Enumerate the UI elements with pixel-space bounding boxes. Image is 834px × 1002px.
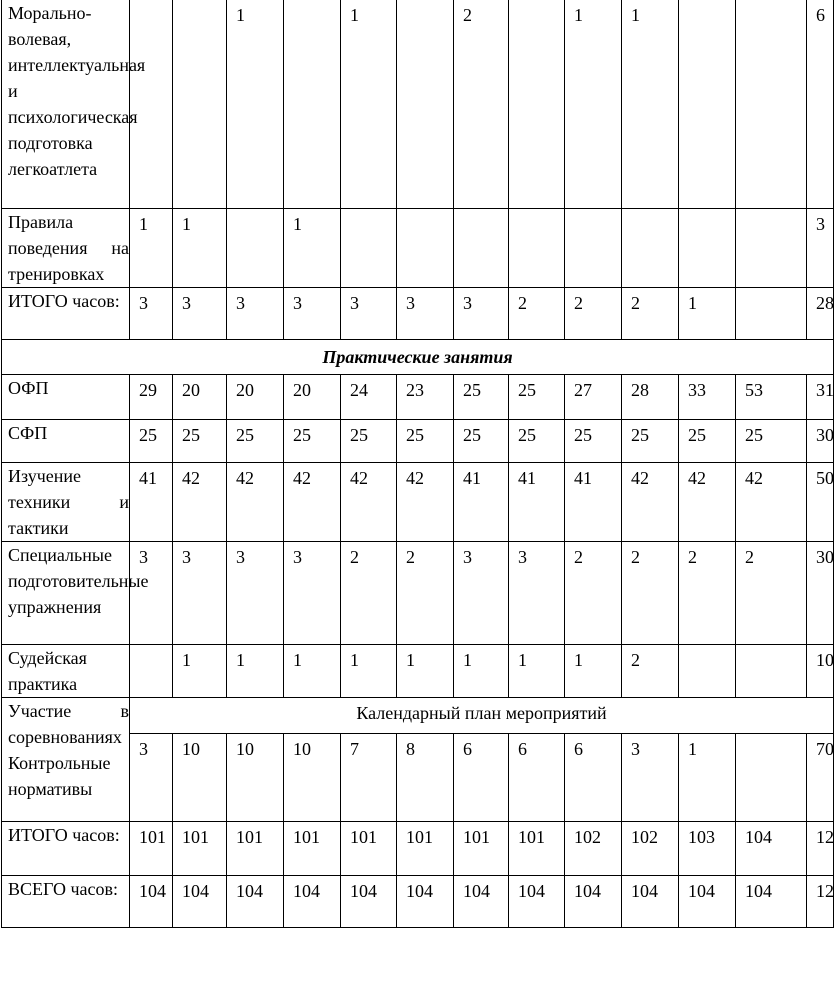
table-cell: 1 [679,288,736,340]
table-cell: 42 [397,463,454,542]
table-cell [736,209,807,288]
table-cell [284,0,341,209]
table-cell: 104 [736,876,807,928]
table-cell: 1 [565,0,622,209]
table-cell: 25 [454,420,509,463]
practice-rows [2,375,834,698]
table-cell: 3 [130,288,173,340]
row-label: ВСЕГО часов: [2,876,130,928]
table-cell: 28 [622,375,679,420]
table-cell: 2 [622,645,679,698]
table-cell: 2 [622,288,679,340]
table-cell: 101 [227,822,284,876]
table-cell: 3 [130,542,173,645]
table-cell: 42 [622,463,679,542]
table-cell: 25 [509,375,565,420]
table-cell: 104 [736,822,807,876]
table-cell: 1 [341,645,397,698]
section-row [2,340,834,375]
table-row [2,645,834,698]
table-cell: 27 [565,375,622,420]
table-cell [565,209,622,288]
table-cell: 20 [173,375,227,420]
table-cell: 41 [509,463,565,542]
section-row-group [2,340,834,375]
table-cell: 101 [130,822,173,876]
table-cell: 25 [565,420,622,463]
row-label: Правила поведения на тренировках [2,209,130,288]
table-cell: 3 [284,288,341,340]
table-cell [454,209,509,288]
table-cell [736,645,807,698]
competition-row-group [2,698,834,822]
table-cell [173,0,227,209]
table-row [2,822,834,876]
table-cell: 8 [397,734,454,822]
table-cell: 6 [454,734,509,822]
table-cell: 70 [807,734,834,822]
table-cell: 25 [341,420,397,463]
table-cell: 42 [341,463,397,542]
table-cell: 1 [173,645,227,698]
table-cell: 102 [622,822,679,876]
row-label: Специальные подготовительные упражнения [2,542,130,645]
table-cell: 10 [284,734,341,822]
table-cell: 3 [454,542,509,645]
table-cell: 1 [227,645,284,698]
table-row [2,463,834,542]
table-cell: 1 [284,209,341,288]
table-cell: 7 [341,734,397,822]
table-cell: 50 [807,463,834,542]
table-cell [397,0,454,209]
table-cell [736,0,807,209]
table-cell: 1 [454,645,509,698]
section-title: Практические занятия [2,340,834,375]
table-cell: 101 [341,822,397,876]
total-rows [2,822,834,928]
table-cell [509,209,565,288]
table-cell: 104 [509,876,565,928]
table-cell: 41 [130,463,173,542]
table-cell: 53 [736,375,807,420]
table-cell [341,209,397,288]
table-cell: 3 [397,288,454,340]
table-row [2,375,834,420]
table-cell: 25 [509,420,565,463]
table-cell: 42 [679,463,736,542]
table-cell [736,734,807,822]
table-cell: 20 [227,375,284,420]
table-cell: 20 [284,375,341,420]
row-label: СФП [2,420,130,463]
table-cell: 42 [173,463,227,542]
row-label: ИТОГО часов: [2,822,130,876]
table-cell: 101 [509,822,565,876]
table-cell: 41 [565,463,622,542]
table-cell: 25 [736,420,807,463]
table-cell [679,645,736,698]
table-cell: 6 [565,734,622,822]
table-cell: 2 [341,542,397,645]
table-cell [679,0,736,209]
table-cell: 10 [173,734,227,822]
table-cell: 101 [454,822,509,876]
table-cell: 101 [397,822,454,876]
table-cell: 3 [227,542,284,645]
table-cell: 2 [565,288,622,340]
row-label: Судейская практика [2,645,130,698]
table-cell: 2 [736,542,807,645]
table-cell: 25 [173,420,227,463]
table-cell: 29 [130,375,173,420]
table-cell: 3 [509,542,565,645]
table-cell: 3 [454,288,509,340]
table-cell: 1 [227,0,284,209]
table-cell: 3 [622,734,679,822]
table-cell: 101 [284,822,341,876]
table-cell: 104 [284,876,341,928]
row-label: ИТОГО часов: [2,288,130,340]
table-cell: 1 [341,0,397,209]
table-row [2,288,834,340]
table-cell: 25 [454,375,509,420]
table-cell [130,645,173,698]
table-cell [509,0,565,209]
table-cell: 2 [622,542,679,645]
table-cell: 33 [679,375,736,420]
table-cell: 1 [284,645,341,698]
table-cell: 104 [397,876,454,928]
table-cell: 3 [173,542,227,645]
table-cell: 3 [173,288,227,340]
table-row [2,542,834,645]
table-cell: 104 [227,876,284,928]
table-cell: 104 [565,876,622,928]
table-cell: 1 [130,209,173,288]
table-cell: 104 [130,876,173,928]
table-cell: 1 [679,734,736,822]
table-cell: 42 [284,463,341,542]
table-cell: 1 [173,209,227,288]
table-cell: 25 [130,420,173,463]
table-cell: 1 [509,645,565,698]
table-cell: 30 [807,420,834,463]
table-cell: 103 [679,822,736,876]
table-cell: 2 [565,542,622,645]
row-label: Участие в соревнованиях Контрольные нормативы [2,698,130,822]
table-row [2,876,834,928]
table-cell: 6 [509,734,565,822]
table-cell: 31 [807,375,834,420]
table-cell: 1 [565,645,622,698]
table-cell: 12 [807,822,834,876]
table-cell: 104 [679,876,736,928]
table-cell: 104 [622,876,679,928]
table-cell [397,209,454,288]
table-cell: 101 [173,822,227,876]
table-cell: 10 [807,645,834,698]
table-cell: 23 [397,375,454,420]
table-cell: 25 [284,420,341,463]
row-label: Изучение техники и тактики [2,463,130,542]
theory-rows [2,0,834,340]
table-cell: 3 [130,734,173,822]
table-cell: 25 [679,420,736,463]
table-cell [227,209,284,288]
table-cell [679,209,736,288]
calendar-plan-cell: Календарный план мероприятий [130,698,834,734]
table-cell [622,209,679,288]
table-cell: 104 [454,876,509,928]
table-cell: 42 [736,463,807,542]
table-cell: 1 [622,0,679,209]
table-cell: 2 [679,542,736,645]
table-cell: 6 [807,0,834,209]
table-cell: 3 [807,209,834,288]
table-cell: 24 [341,375,397,420]
table-cell: 28 [807,288,834,340]
table-cell: 3 [284,542,341,645]
competition-row [2,698,834,734]
row-label: ОФП [2,375,130,420]
table-cell: 102 [565,822,622,876]
table-cell: 2 [509,288,565,340]
table-row [2,420,834,463]
table-row [2,209,834,288]
table-row [2,0,834,209]
table-cell: 3 [341,288,397,340]
table-cell: 25 [227,420,284,463]
table-cell: 104 [341,876,397,928]
row-label: Морально-волевая, интеллектуальная и психологическая подготовка легкоатлета [2,0,130,209]
training-plan-table [1,0,834,928]
table-cell: 1 [397,645,454,698]
table-cell: 10 [227,734,284,822]
table-cell: 104 [173,876,227,928]
table-cell: 12 [807,876,834,928]
table-cell: 25 [397,420,454,463]
table-cell: 2 [454,0,509,209]
table-cell: 2 [397,542,454,645]
table-cell [736,288,807,340]
table-cell: 41 [454,463,509,542]
table-cell: 3 [227,288,284,340]
table-cell: 30 [807,542,834,645]
table-cell: 25 [622,420,679,463]
table-cell: 42 [227,463,284,542]
